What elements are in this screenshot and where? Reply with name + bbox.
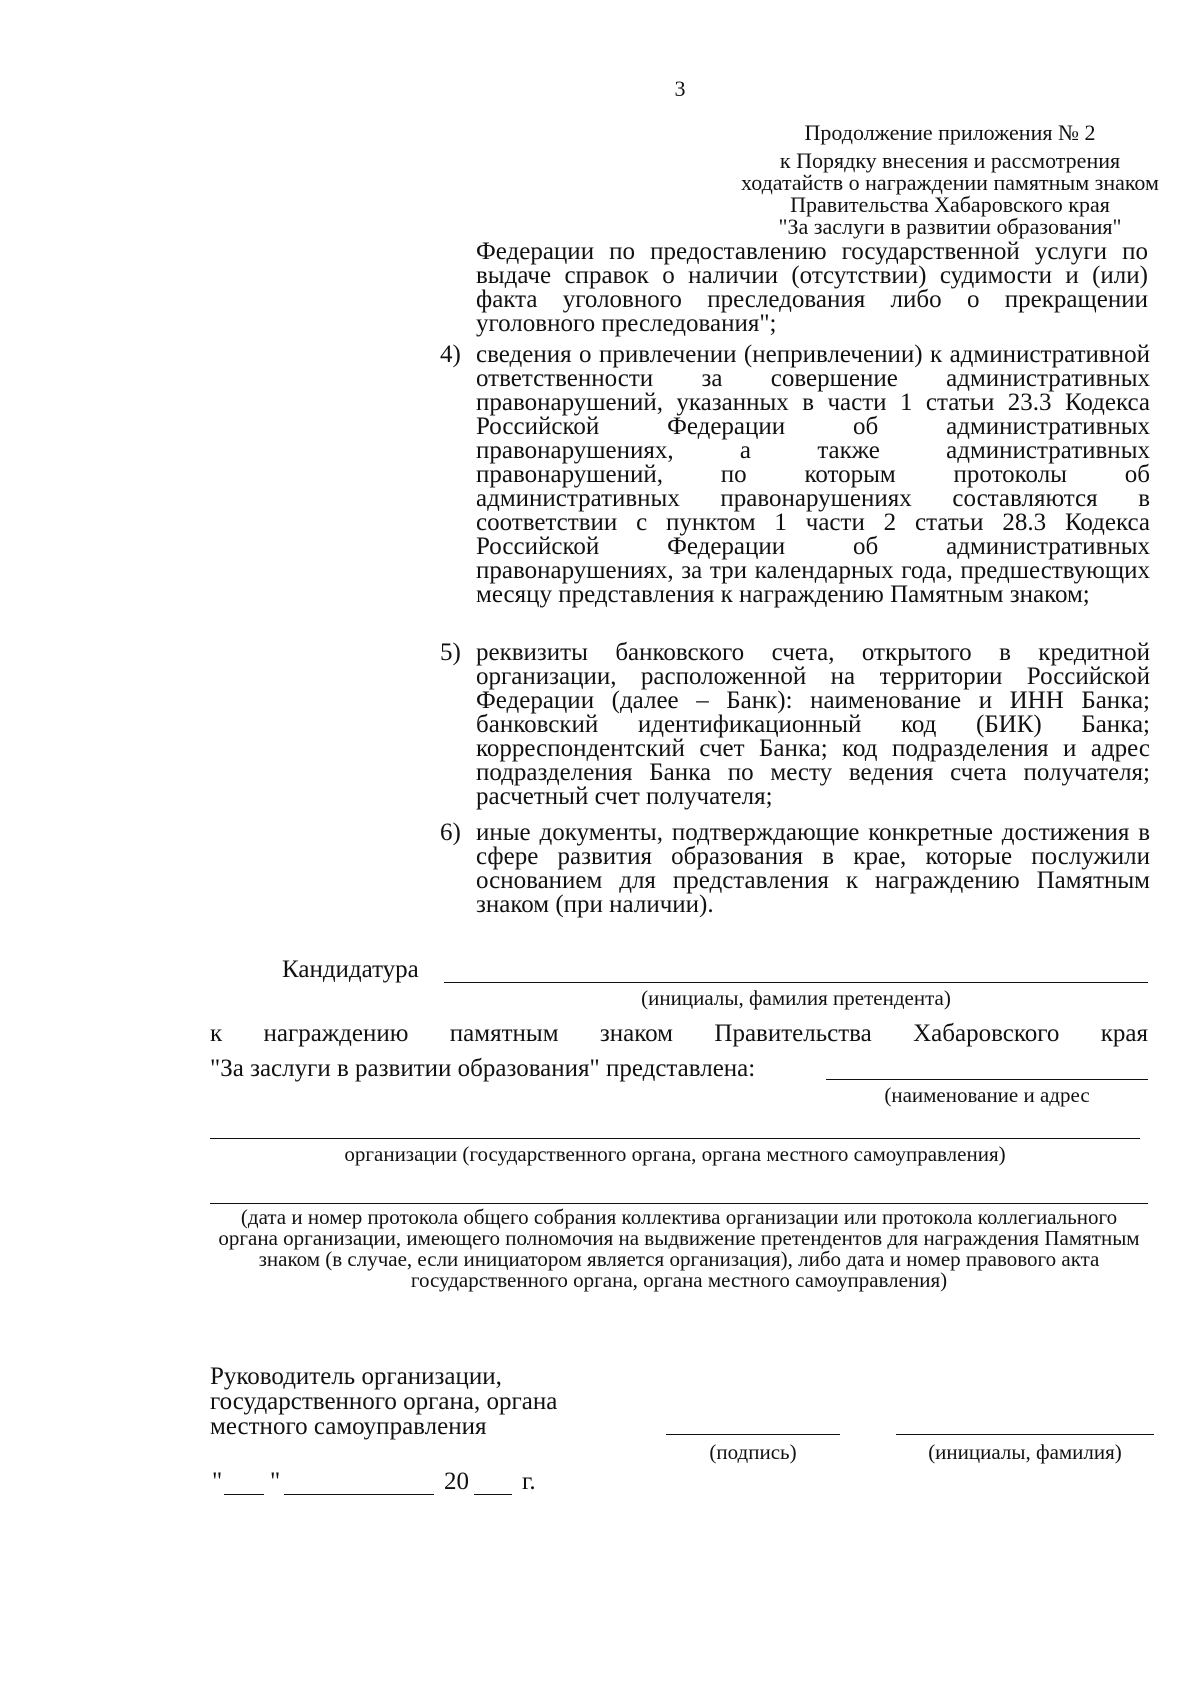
appendix-header-line2: к Порядку внесения и рассмотрения: [779, 148, 1121, 173]
list-item-text: сведения о привлечении (непривлечении) к административной ответственности за совершение административных правонарушений, указанных в части 1 статьи 23.3 Кодекса Российской Федерации об административных правонарушениях, а также административных правонарушений, по которым протоколы об административных правонарушениях составляются в соответствии с пунктом 1 части 2 статьи 28.3 Кодекса Российской Федерации об административных правонарушениях, за три календарных года, предшествующих месяцу представления к награждению Памятным знаком;: [476, 341, 1150, 608]
appendix-header-line5: "За заслуги в развитии образования": [778, 214, 1122, 239]
protocol-field[interactable]: [210, 1203, 1148, 1204]
list-item: [440, 641, 1150, 809]
list-item: [440, 821, 1150, 917]
date-year-suffix: г.: [522, 1468, 536, 1495]
candidate-caption: (инициалы, фамилия претендента): [641, 986, 951, 1010]
date-month-field[interactable]: [284, 1494, 434, 1495]
date-quote-open: ": [212, 1468, 223, 1495]
signature-field[interactable]: [666, 1434, 840, 1435]
organization-caption: (наименование и адрес: [884, 1083, 1090, 1107]
date-year-prefix: 20: [444, 1468, 469, 1495]
list-item-number: 6): [440, 819, 461, 846]
continuation-paragraph: Федерации по предоставлению государственной услуги по выдаче справок о наличии (отсутствии) судимости и (или) факта уголовного преследования либо о прекращении уголовного преследования";: [476, 238, 1148, 337]
protocol-caption: (дата и номер протокола общего собрания коллектива организации или протокола коллегиального органа организации, имеющего полномочия на выдвижение претендентов для награждения Памятным знаком (в случае, если инициатором является организация), либо дата и номер правового акта государственного органа, органа местного самоуправления): [218, 1205, 1140, 1292]
appendix-header-line3: ходатайств о награждении памятным знаком: [741, 170, 1159, 195]
candidate-label: Кандидатура: [282, 956, 419, 983]
list-item-text: иные документы, подтверждающие конкретные достижения в сфере развития образования в крае, которые послужили основанием для представления к награждению Памятным знаком (при наличии).: [476, 819, 1150, 918]
page-number: 3: [674, 76, 686, 101]
appendix-header-line4: Правительства Хабаровского края: [790, 192, 1110, 217]
list-item-text: реквизиты банковского счета, открытого в кредитной организации, расположенной на территории Российской Федерации (далее – Банк): наименование и ИНН Банка; банковский идентификационный код (БИК) Банка; корреспондентский счет Банка; код подразделения и адрес подразделения Банка по месту ведения счета получателя; расчетный счет получателя;: [476, 639, 1150, 810]
head-title-line-2: государственного органа, органа: [210, 1388, 558, 1415]
organization-field[interactable]: [826, 1079, 1148, 1080]
list-item: [440, 343, 1150, 607]
head-name-field[interactable]: [896, 1434, 1154, 1435]
date-day-field[interactable]: [224, 1494, 264, 1495]
signature-caption: (подпись): [709, 1440, 797, 1464]
head-title-line-3: местного самоуправления: [210, 1413, 487, 1440]
organization-caption-continued: организации (государственного органа, органа местного самоуправления): [344, 1142, 1006, 1166]
list-item-number: 4): [440, 341, 461, 368]
head-name-caption: (инициалы, фамилия): [928, 1440, 1122, 1464]
award-line-1: к награждению памятным знаком Правительства Хабаровского края: [210, 1020, 1148, 1047]
appendix-header-line1: Продолжение приложения № 2: [804, 120, 1096, 145]
date-year-field[interactable]: [474, 1494, 512, 1495]
organization-field-continued[interactable]: [210, 1138, 1140, 1139]
date-quote-close: ": [270, 1468, 281, 1495]
award-line-2: "За заслуги в развитии образования" представлена:: [210, 1055, 756, 1082]
candidate-name-field[interactable]: [444, 982, 1148, 983]
head-title-line-1: Руководитель организации,: [210, 1363, 502, 1390]
list-item-number: 5): [440, 639, 461, 666]
